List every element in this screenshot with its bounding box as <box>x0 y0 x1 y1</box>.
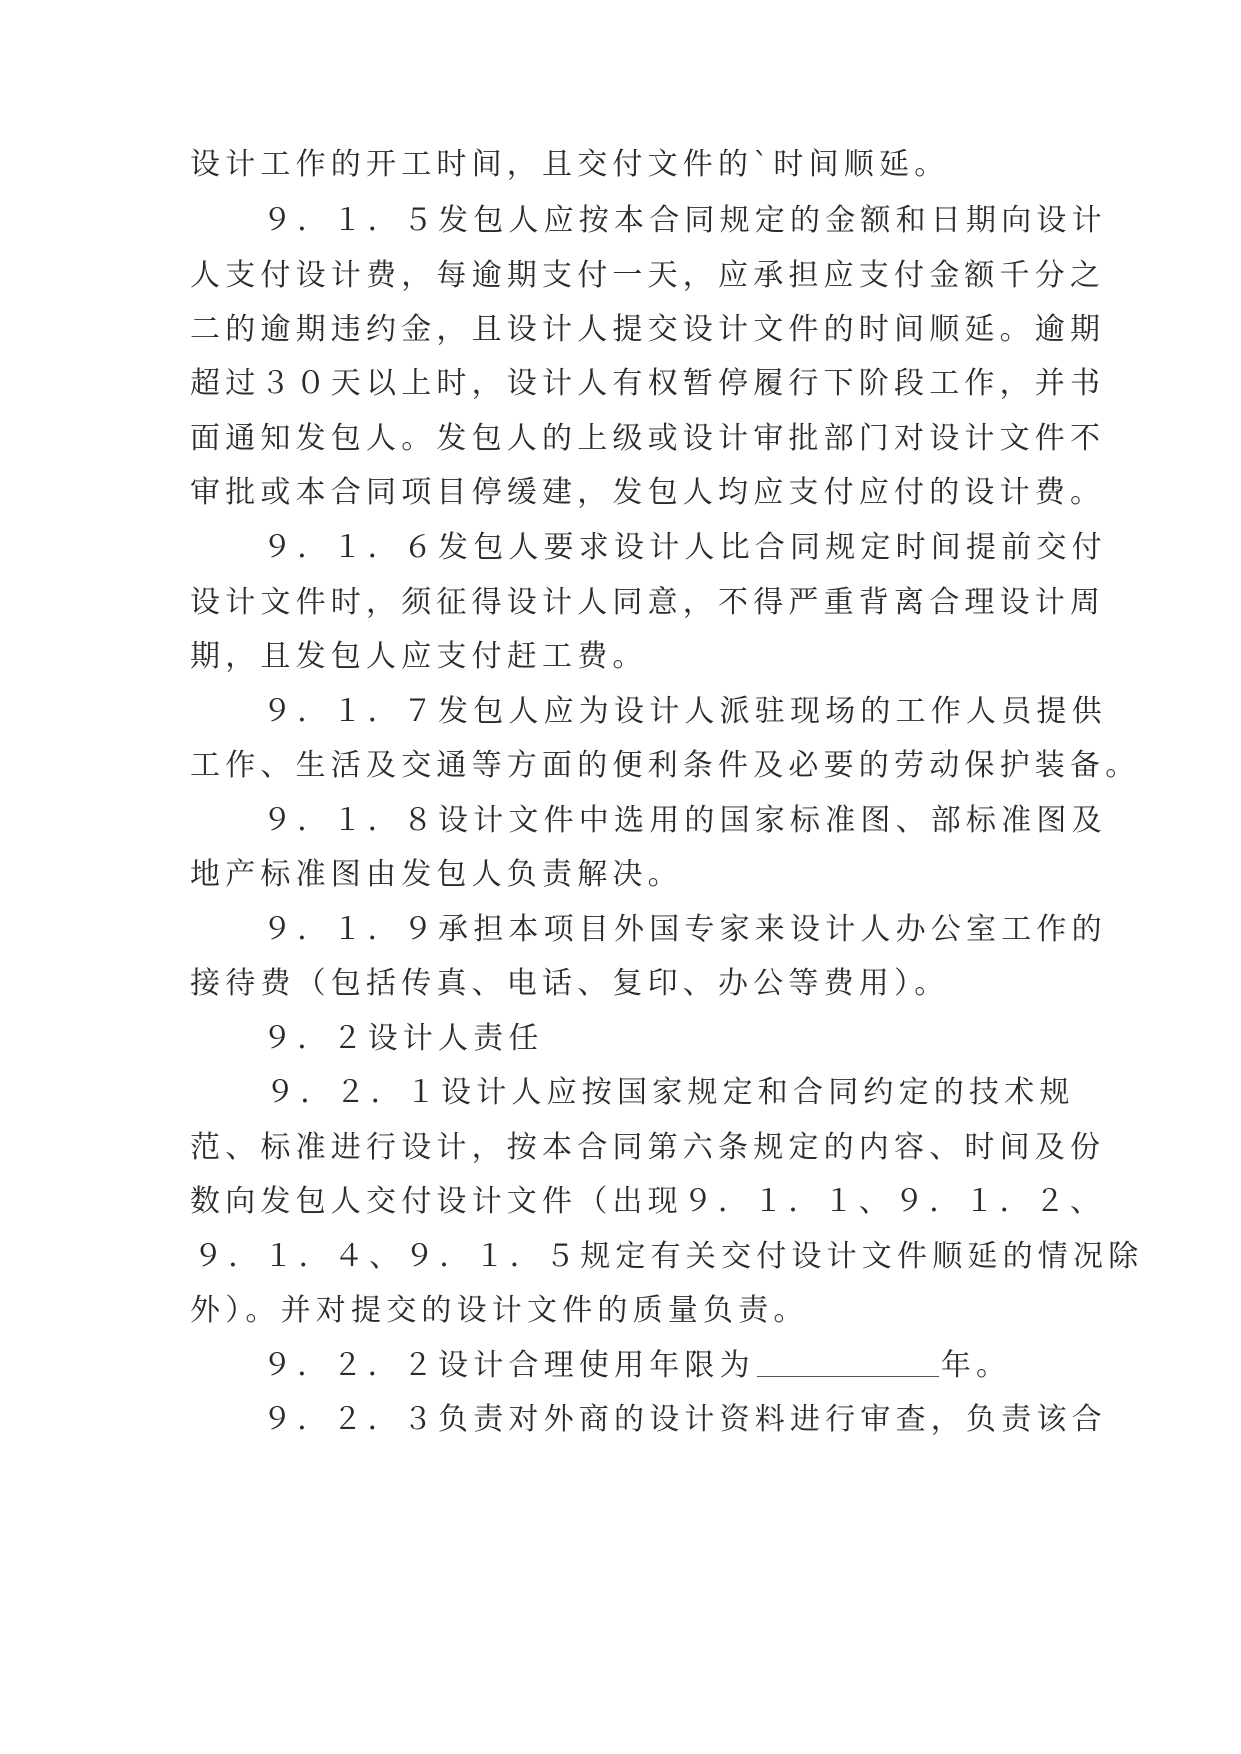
text-line: 外）。并对提交的设计文件的质量负责。 <box>190 1293 809 1328</box>
clause-9-2-2 <box>262 1346 1011 1386</box>
clause-9-1-7: ９．１．７发包人应为设计人派驻现场的工作人员提供 <box>262 694 1107 729</box>
text-line: 工作、生活及交通等方面的便利条件及必要的劳动保护装备。 <box>190 748 1141 783</box>
text-line: 超过３０天以上时，设计人有权暂停履行下阶段工作，并书 <box>190 366 1106 401</box>
clause-9-2-2-text: ９．２．２设计合理使用年限为 <box>262 1348 755 1383</box>
clause-9-1-5: ９．１．５发包人应按本合同规定的金额和日期向设计 <box>262 203 1107 238</box>
text-line: 人支付设计费，每逾期支付一天，应承担应支付金额千分之 <box>190 258 1106 293</box>
text-line: 范、标准进行设计，按本合同第六条规定的内容、时间及份 <box>190 1130 1106 1165</box>
clause-9-1-6: ９．１．６发包人要求设计人比合同规定时间提前交付 <box>262 530 1107 565</box>
clause-9-1-9: ９．１．９承担本项目外国专家来设计人办公室工作的 <box>262 912 1107 947</box>
text-line: 期，且发包人应支付赶工费。 <box>190 639 648 674</box>
section-9-2-heading: ９．２设计人责任 <box>262 1021 544 1056</box>
text-line: 接待费（包括传真、电话、复印、办公等费用）。 <box>190 966 950 1001</box>
text-line: 设计工作的开工时间，且交付文件的`时间顺延。 <box>190 147 950 182</box>
text-line: 设计文件时，须征得设计人同意，不得严重背离合理设计周 <box>190 585 1106 620</box>
clause-9-2-2-suffix: 年。 <box>940 1348 1012 1383</box>
fill-in-blank <box>757 1350 939 1377</box>
text-line: 地产标准图由发包人负责解决。 <box>190 857 683 892</box>
text-line: 面通知发包人。发包人的上级或设计审批部门对设计文件不 <box>190 421 1106 456</box>
text-line: 审批或本合同项目停缓建，发包人均应支付应付的设计费。 <box>190 475 1106 510</box>
clause-9-2-3: ９．２．３负责对外商的设计资料进行审查，负责该合 <box>262 1402 1107 1437</box>
text-line: 二的逾期违约金，且设计人提交设计文件的时间顺延。逾期 <box>190 312 1106 347</box>
text-line: ９．１．４、９．１．５规定有关交付设计文件顺延的情况除 <box>193 1239 1144 1274</box>
clause-9-2-1: ９．２．１设计人应按国家规定和合同约定的技术规 <box>265 1075 1075 1110</box>
clause-9-1-8: ９．１．８设计文件中选用的国家标准图、部标准图及 <box>262 803 1107 838</box>
text-line: 数向发包人交付设计文件（出现９．１．１、９．１．２、 <box>190 1184 1106 1219</box>
